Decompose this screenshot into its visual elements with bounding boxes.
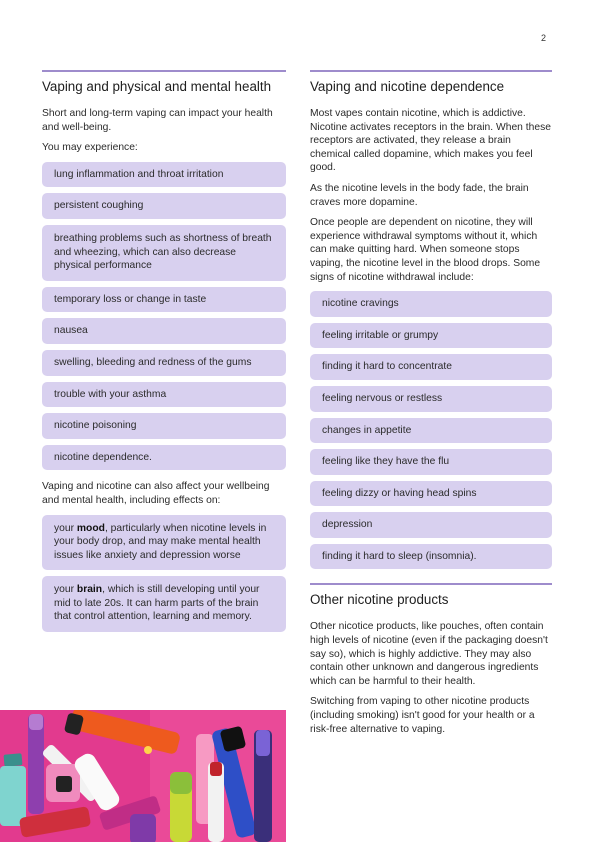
paragraph: Other nicotice products, like pouches, often contain high levels of nicotine (even if the packaging doesn't say so), which is highly addictive. They may also contain other unknown and dangerous ingredients which can be harmful to their health.	[310, 621, 548, 687]
effect-item: lung inflammation and throat irritation	[42, 162, 286, 188]
withdrawal-item: finding it hard to concentrate	[310, 354, 552, 380]
vapes-photo	[0, 710, 286, 842]
section-rule	[42, 70, 286, 72]
paragraph: Once people are dependent on nicotine, they will experience withdrawal symptoms without it, which can make quitting hard. When someone stops vaping, the nicotine level in the blood drops. Some signs of nicotine withdrawal include:	[310, 217, 541, 283]
right-column	[310, 70, 552, 743]
other-products-heading: Other nicotine products	[310, 592, 449, 608]
page-number: 2	[541, 33, 547, 43]
section-rule	[310, 70, 552, 72]
withdrawal-item: feeling nervous or restless	[310, 386, 552, 412]
withdrawal-item: nicotine cravings	[310, 291, 552, 317]
physical-mental-heading: Vaping and physical and mental health	[42, 79, 272, 94]
intro-paragraph: Short and long-term vaping can impact your health and well-being.	[42, 108, 273, 133]
mood-keyword: mood	[76, 522, 105, 534]
mental-intro: Vaping and nicotine can also affect your wellbeing and mental health, including effects on:	[42, 481, 270, 506]
brain-prefix: your	[54, 584, 77, 596]
withdrawal-item: feeling irritable or grumpy	[310, 323, 552, 349]
brain-item	[42, 576, 286, 632]
withdrawal-item: depression	[310, 512, 552, 538]
other-products-section	[310, 583, 552, 736]
effect-item: nausea	[42, 318, 286, 344]
paragraph: Most vapes contain nicotine, which is addictive. Nicotine activates receptors in the brain. When these receptors are activated, they release a brain chemical called dopamine, which makes you feel good.	[310, 108, 551, 174]
effect-item: trouble with your asthma	[42, 382, 286, 408]
mood-item	[42, 515, 286, 571]
brain-keyword: brain	[76, 584, 103, 596]
effect-item: persistent coughing	[42, 193, 286, 219]
withdrawal-list	[310, 291, 552, 569]
brain-text: , which is still developing until your mid to late 20s. It can harm parts of the brain that control attention, learning and memory.	[54, 584, 260, 623]
effect-item: nicotine poisoning	[42, 413, 286, 439]
effect-item: breathing problems such as shortness of breath and wheezing, which can also decrease physical performance	[42, 225, 286, 281]
effect-item: nicotine dependence.	[42, 445, 286, 471]
experience-lead: You may experience:	[42, 142, 138, 154]
mood-text: , particularly when nicotine levels in your body drop, and may make mental health issues like anxiety and depression worse	[54, 522, 267, 561]
withdrawal-item: changes in appetite	[310, 418, 552, 444]
withdrawal-item: finding it hard to sleep (insomnia).	[310, 544, 552, 570]
dependence-heading: Vaping and nicotine dependence	[310, 79, 505, 94]
section-rule	[310, 583, 552, 585]
effect-item: temporary loss or change in taste	[42, 287, 286, 313]
withdrawal-item: feeling dizzy or having head spins	[310, 481, 552, 507]
paragraph: Switching from vaping to other nicotine products (including smoking) isn't good for your health or a risk-free alternative to vaping.	[310, 696, 535, 735]
effects-list	[42, 162, 286, 471]
withdrawal-item: feeling like they have the flu	[310, 449, 552, 475]
effect-item: swelling, bleeding and redness of the gums	[42, 350, 286, 376]
paragraph: As the nicotine levels in the body fade, the brain craves more dopamine.	[310, 182, 529, 208]
left-column	[42, 70, 286, 638]
mood-prefix: your	[54, 522, 77, 534]
mental-list	[42, 515, 286, 633]
